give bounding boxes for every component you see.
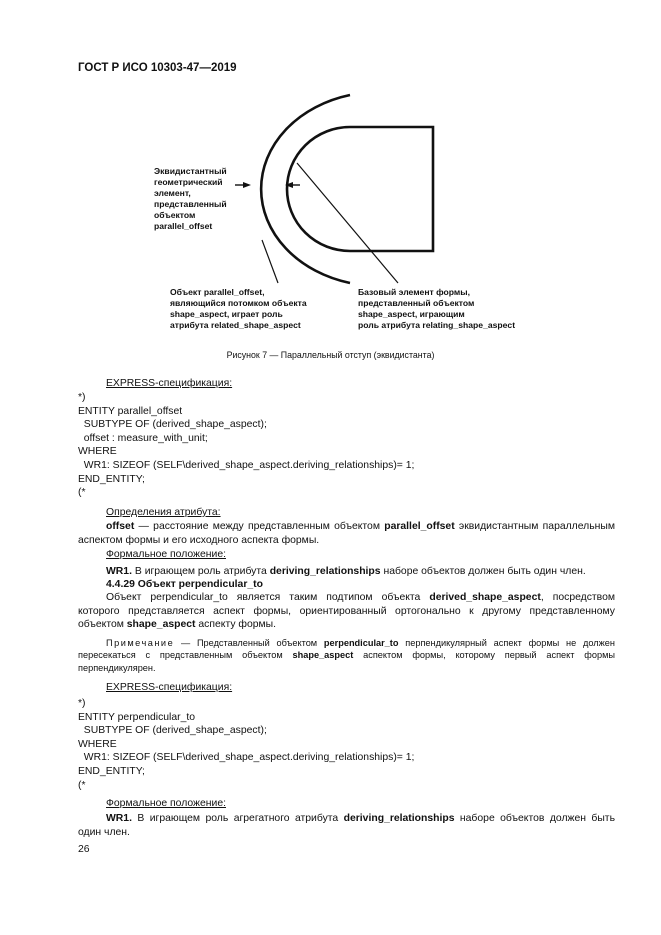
leader-bottom-right xyxy=(297,163,398,283)
formal-heading-2: Формальное положение: xyxy=(106,798,226,809)
offset-arc xyxy=(261,95,350,283)
perpendicular-intro: Объект perpendicular_to является таким подтипом объекта derived_shape_aspect, посредством которого представляется аспект формы, ориентированный ортогонально к другому представленному объектом shape_aspect аспекту формы. xyxy=(78,592,615,631)
document-header: ГОСТ Р ИСО 10303-47—2019 xyxy=(78,62,237,74)
section-title-4-4-29: 4.4.29 Объект perpendicular_to xyxy=(106,579,263,590)
base-shape xyxy=(287,127,433,251)
leader-bottom-left xyxy=(262,240,278,283)
express-heading-1: EXPRESS-спецификация: xyxy=(106,378,233,389)
wr1-rule-1: WR1. В играющем роль атрибута deriving_relationships наборе объектов должен быть один член. xyxy=(106,566,586,577)
offset-definition: offset — расстояние между представленным объектом parallel_offset эквидистантным параллельным аспектом формы и его исходного аспекта формы. xyxy=(78,521,616,546)
express-heading-2: EXPRESS-спецификация: xyxy=(106,682,233,693)
page-number: 26 xyxy=(78,844,90,855)
label-bottom-right: Базовый элемент формы, представленный объектом shape_aspect, играющим роль атрибута relating_shape_aspect xyxy=(358,287,516,330)
figure-caption: Рисунок 7 — Параллельный отступ (эквидистанта) xyxy=(226,350,435,360)
figure-7-drawing xyxy=(0,0,661,345)
wr1-rule-2: WR1. В играющем роль агрегатного атрибута deriving_relationships наборе объектов должен быть один член. xyxy=(78,813,615,838)
note-paragraph: Примечание — Представленный объектом perpendicular_to перпендикулярный аспект формы не должен пересекаться с представленным объектом shape_aspect аспектом формы, которому первый аспект формы перпендикулярен. xyxy=(78,638,615,673)
attribute-definitions-heading: Определения атрибута: xyxy=(106,507,221,518)
code-block-1: *) ENTITY parallel_offset SUBTYPE OF (derived_shape_aspect); offset : measure_with_unit; WHERE WR1: SIZEOF (SELF\derived_shape_aspect.deriving_relationships)= 1; END_ENTITY; (* xyxy=(78,392,415,499)
label-left: Эквидистантный геометрический элемент, представленный объектом parallel_offset xyxy=(154,166,227,231)
code-block-2: *) ENTITY perpendicular_to SUBTYPE OF (derived_shape_aspect); WHERE WR1: SIZEOF (SELF\derived_shape_aspect.deriving_relationships)= 1; END_ENTITY; (* xyxy=(78,698,415,791)
formal-heading-1: Формальное положение: xyxy=(106,549,226,560)
leader-left-arrow xyxy=(243,182,251,188)
label-bottom-left: Объект parallel_offset, являющийся потомком объекта shape_aspect, играет роль атрибута related_shape_aspect xyxy=(170,287,307,330)
